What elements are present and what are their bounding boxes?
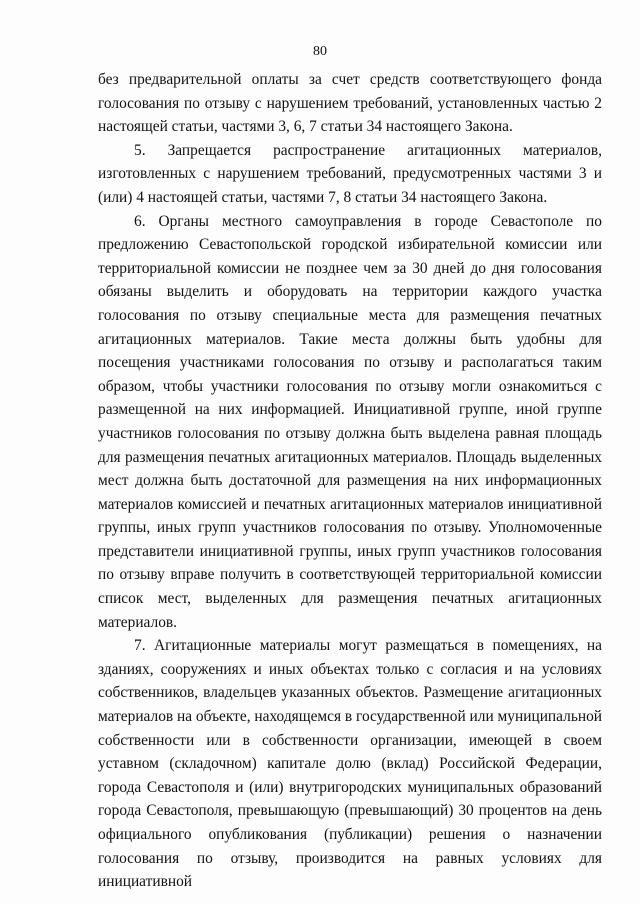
paragraph-item-5: 5. Запрещается распространение агитационных материалов, изготовленных с нарушением требований, предусмотренных частями 3 и (или) 4 настоящей статьи, частями 7, 8 статьи 34 настоящего Закона.	[98, 141, 602, 206]
paragraph-item-7: 7. Агитационные материалы могут размещаться в помещениях, на зданиях, сооружениях и иных объектах только с согласия и на условиях собственников, владельцев указанных объектов. Размещение агитационных материалов на объекте, находящемся в государственной или муниципальной собственности или в собственности организации, имеющей в своем уставном (складочном) капитале долю (вклад) Российской Федерации, города Севастополя и (или) внутригородских муниципальных образований города Севастополя, превышающую (превышающий) 30 процентов на день официального опубликования (публикации) решения о назначении голосования по отзыву, производится на равных условиях для инициативной	[98, 637, 603, 891]
page-number: 80	[313, 44, 327, 59]
paragraph-item-6: 6. Органы местного самоуправления в городе Севастополе по предложению Севастопольской городской избирательной комиссии или территориальной комиссии не позднее чем за 30 дней до дня голосования обязаны выделить и оборудовать на территории каждого участка голосования по отзыву специальные места для размещения печатных агитационных материалов. Такие места должны быть удобны для посещения участниками голосования по отзыву и располагаться таким образом, чтобы участники голосования по отзыву могли ознакомиться с размещенной на них информацией. Инициативной группе, иной группе участников голосования по отзыву должна быть выделена равная площадь для размещения печатных агитационных материалов. Площадь выделенных мест должна быть достаточной для размещения на них информационных материалов комиссией и печатных агитационных материалов инициативной группы, иных групп участников голосования по отзыву. Уполномоченные представители инициативной группы, иных групп участников голосования по отзыву вправе получить в соответствующей территориальной комиссии список мест, выделенных для размещения печатных агитационных материалов.	[98, 212, 602, 631]
paragraph-continuation: без предварительной оплаты за счет средств соответствующего фонда голосования по отзыву с нарушением требований, установленных частью 2 настоящей статьи, частями 3, 6, 7 статьи 34 настоящего Закона.	[98, 71, 602, 136]
document-body	[98, 68, 602, 894]
